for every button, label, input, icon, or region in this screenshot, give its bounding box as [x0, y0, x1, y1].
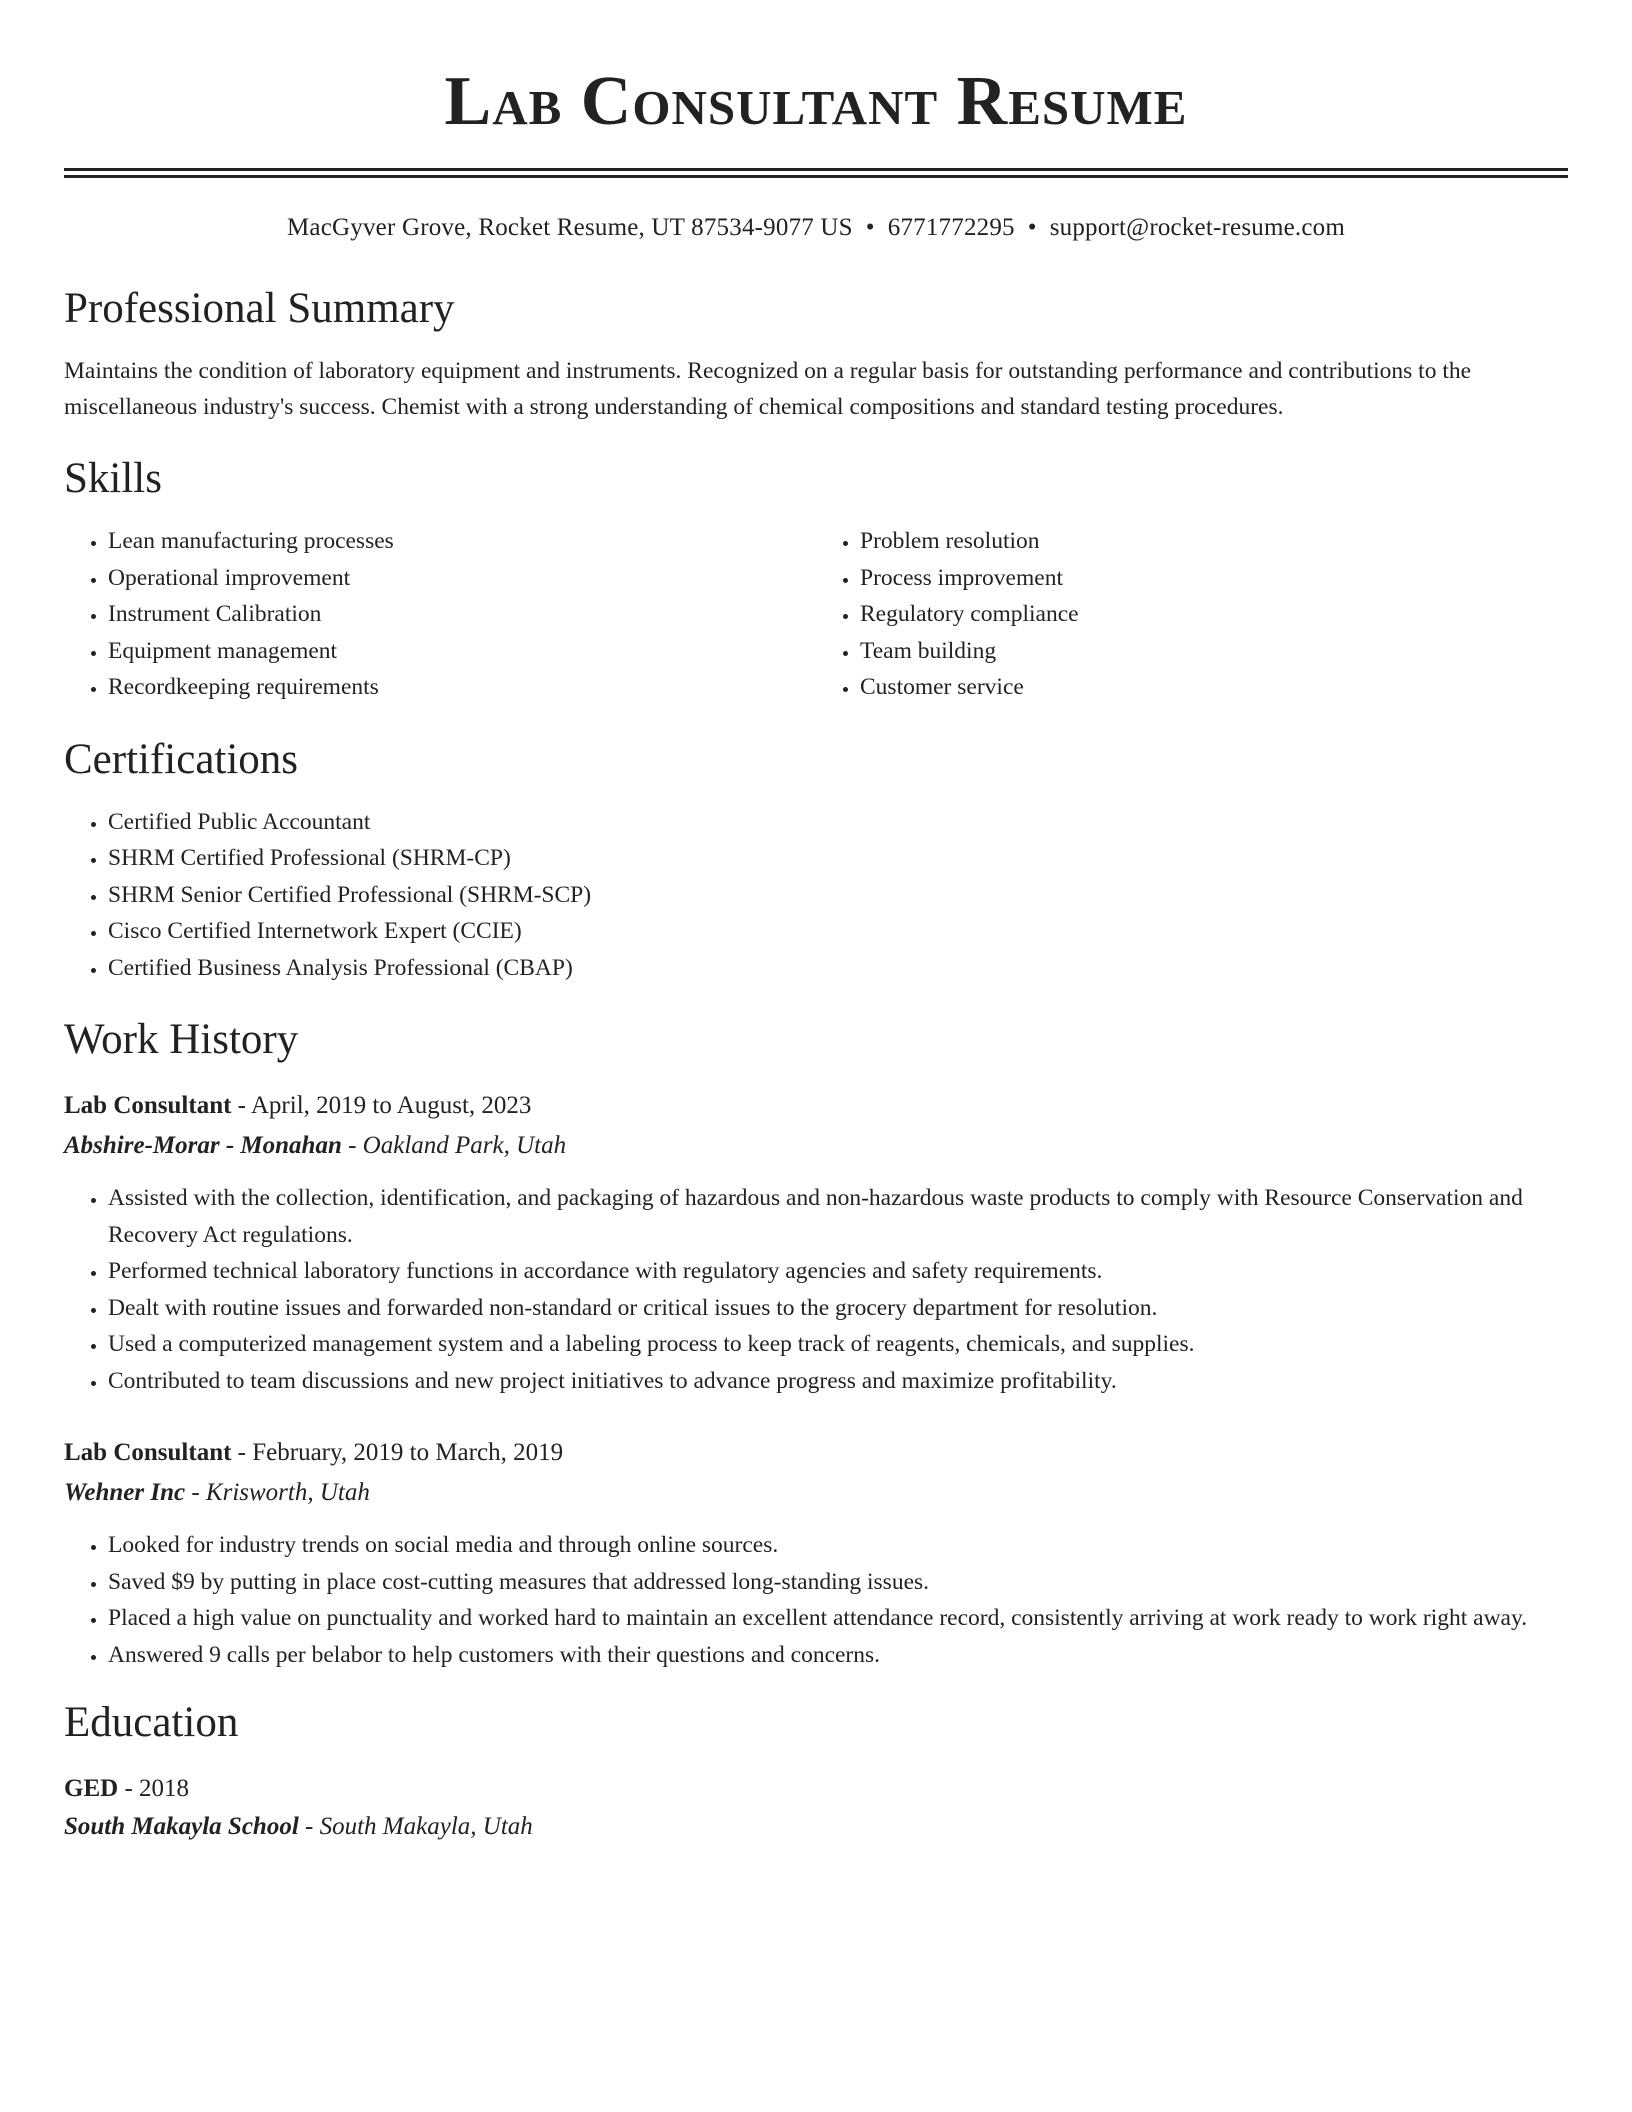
resume-title: Lab Consultant Resume	[444, 63, 1188, 140]
skill-item: • Problem resolution	[860, 523, 1568, 560]
certifications-heading: Certifications	[64, 735, 299, 783]
job-employer	[64, 1128, 1568, 1164]
education-degree: GED	[64, 1775, 119, 1802]
skill-item: • Customer service	[860, 669, 1568, 706]
job-bullet: • Placed a high value on punctuality and worked hard to maintain an excellent attendance record, consistently arriving at work ready to work right away.	[108, 1600, 1568, 1637]
skill-item: • Regulatory compliance	[860, 596, 1568, 633]
education-degree-line	[64, 1771, 1568, 1807]
skill-item: • Process improvement	[860, 560, 1568, 597]
job-location: - Krisworth, Utah	[185, 1479, 370, 1506]
job-header	[64, 1088, 1568, 1124]
certifications-list	[64, 804, 1568, 987]
skill-item: • Lean manufacturing processes	[108, 523, 816, 560]
job-bullet: • Assisted with the collection, identification, and packaging of hazardous and non-hazardous waste products to comply with Resource Conservation and Recovery Act regulations.	[108, 1180, 1568, 1253]
job-bullet: • Answered 9 calls per belabor to help customers with their questions and concerns.	[108, 1637, 1568, 1674]
skills-list-right	[816, 523, 1568, 706]
job-location: - Oakland Park, Utah	[341, 1132, 567, 1159]
summary-text: Maintains the condition of laboratory equipment and instruments. Recognized on a regular basis for outstanding performance and contributions to the miscellaneous industry's success. Chemist with a strong understanding of chemical compositions and standard testing procedures.	[64, 358, 1472, 420]
certification-item: • SHRM Certified Professional (SHRM-CP)	[108, 840, 1568, 877]
contact-line	[64, 211, 1568, 245]
certification-item: • Certified Public Accountant	[108, 804, 1568, 841]
skill-item: • Team building	[860, 633, 1568, 670]
contact-separator: •	[865, 214, 875, 241]
job-bullet: • Used a computerized management system and a labeling process to keep track of reagents, chemicals, and supplies.	[108, 1326, 1568, 1363]
certification-item: • SHRM Senior Certified Professional (SHRM-SCP)	[108, 877, 1568, 914]
skills-columns	[64, 523, 1568, 706]
job-title: Lab Consultant	[64, 1092, 232, 1119]
skill-item: • Recordkeeping requirements	[108, 669, 816, 706]
certification-item: • Cisco Certified Internetwork Expert (CCIE)	[108, 913, 1568, 950]
job-bullet: • Saved $9 by putting in place cost-cutting measures that addressed long-standing issues.	[108, 1564, 1568, 1601]
contact-email[interactable]: support@rocket-resume.com	[1049, 214, 1345, 241]
contact-phone[interactable]: 6771772295	[887, 214, 1015, 241]
title-divider	[64, 168, 1568, 178]
skill-item: • Operational improvement	[108, 560, 816, 597]
skills-list-left	[64, 523, 816, 706]
skills-heading: Skills	[64, 455, 162, 502]
work-history-heading: Work History	[64, 1016, 299, 1063]
education-heading: Education	[64, 1699, 239, 1746]
job-bullets	[64, 1180, 1568, 1399]
summary-heading: Professional Summary	[64, 285, 455, 332]
skill-item: • Equipment management	[108, 633, 816, 670]
job-bullet: • Contributed to team discussions and new project initiatives to advance progress and maximize profitability.	[108, 1363, 1568, 1400]
job-bullet: • Performed technical laboratory functions in accordance with regulatory agencies and safety requirements.	[108, 1253, 1568, 1290]
contact-separator: •	[1027, 214, 1037, 241]
skill-item: • Instrument Calibration	[108, 596, 816, 633]
job-dates: - February, 2019 to March, 2019	[231, 1439, 564, 1466]
job-bullets	[64, 1527, 1568, 1673]
job-bullet: • Dealt with routine issues and forwarded non-standard or critical issues to the grocery department for resolution.	[108, 1290, 1568, 1327]
job-dates: - April, 2019 to August, 2023	[231, 1092, 532, 1119]
certification-item: • Certified Business Analysis Professional (CBAP)	[108, 950, 1568, 987]
education-location: - South Makayla, Utah	[298, 1813, 533, 1840]
job-company: Abshire-Morar - Monahan	[64, 1132, 342, 1159]
job-entry	[64, 1435, 1568, 1673]
contact-address: MacGyver Grove, Rocket Resume, UT 87534-9077 US	[287, 214, 853, 241]
job-entry	[64, 1088, 1568, 1399]
job-employer	[64, 1475, 1568, 1511]
education-school-line	[64, 1809, 1568, 1845]
job-company: Wehner Inc	[64, 1479, 186, 1506]
job-bullet: • Looked for industry trends on social media and through online sources.	[108, 1527, 1568, 1564]
education-school: South Makayla School	[64, 1813, 299, 1840]
job-title: Lab Consultant	[64, 1439, 232, 1466]
job-header	[64, 1435, 1568, 1471]
education-year: - 2018	[118, 1775, 190, 1802]
